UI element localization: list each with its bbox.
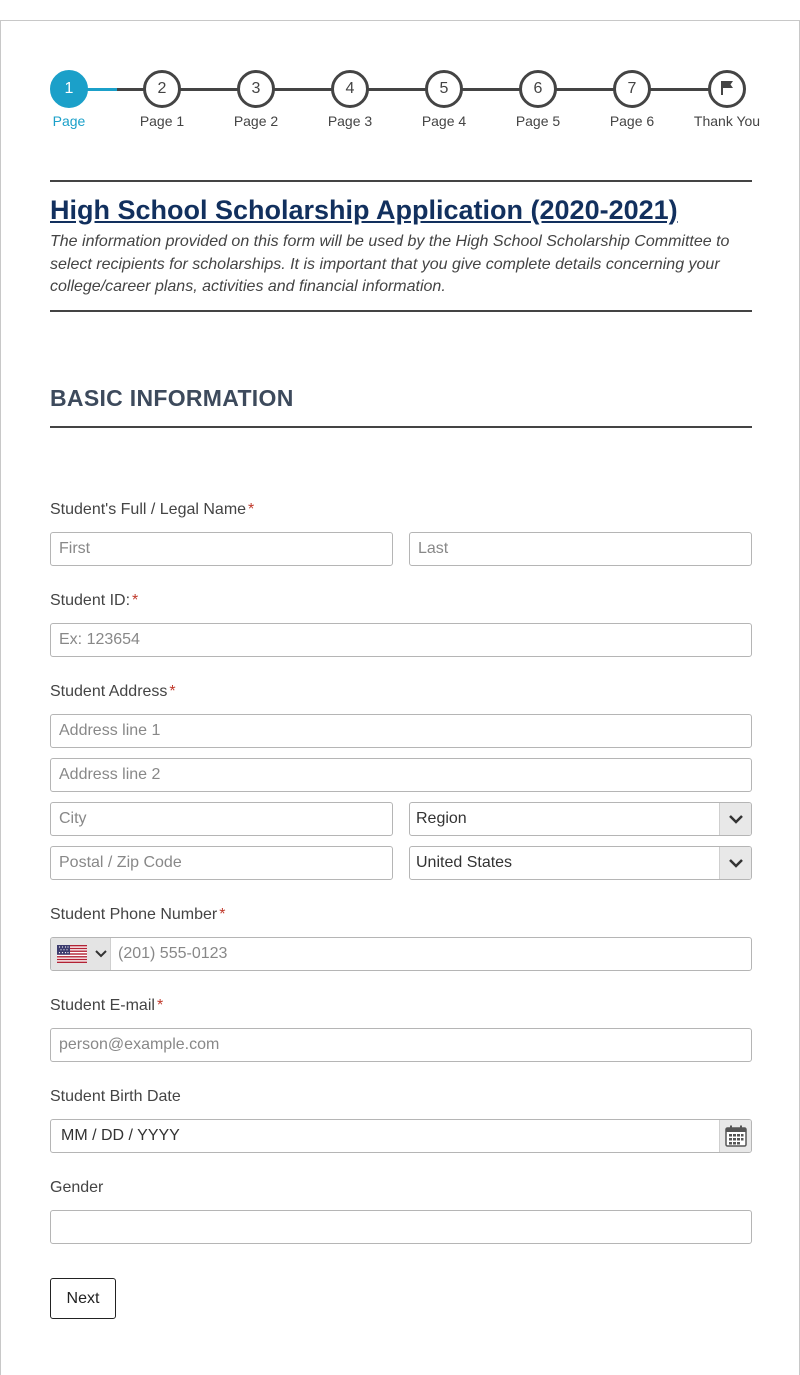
step-circle: 6 (519, 70, 557, 108)
required-marker: * (156, 997, 164, 1014)
step-label: Page 5 (515, 113, 561, 129)
required-marker: * (248, 501, 255, 518)
progress-steps (50, 70, 761, 130)
step-label: Page 2 (233, 113, 279, 129)
address-label: Student Address * (50, 683, 176, 700)
step-circle (708, 70, 746, 108)
step-3[interactable] (216, 70, 296, 129)
step-1[interactable] (29, 70, 109, 129)
address-line1-input[interactable]: Address line 1 (50, 714, 752, 748)
step-7[interactable] (592, 70, 672, 129)
birth-date-input[interactable]: MM / DD / YYYY (50, 1119, 752, 1153)
student-id-input[interactable]: Ex: 123654 (50, 623, 752, 657)
city-input[interactable]: City (50, 802, 393, 836)
country-code-select[interactable] (51, 938, 111, 970)
phone-label: Student Phone Number * (50, 906, 226, 923)
address-line2-input[interactable]: Address line 2 (50, 758, 752, 792)
form-frame (0, 20, 800, 1375)
chevron-down-icon (719, 847, 751, 879)
step-label: Page (52, 113, 86, 129)
chevron-down-icon (95, 949, 107, 959)
country-select[interactable]: United States (409, 846, 752, 880)
step-circle: 7 (613, 70, 651, 108)
required-marker: * (219, 906, 226, 923)
phone-input[interactable]: (201) 555-0123 (50, 937, 752, 971)
student-id-label: Student ID: * (50, 592, 139, 609)
step-label: Page 1 (139, 113, 185, 129)
step-circle: 3 (237, 70, 275, 108)
chevron-down-icon (719, 803, 751, 835)
header-top-rule (50, 180, 752, 182)
flag-icon (720, 80, 734, 96)
form-title: High School Scholarship Application (2020-2021) (50, 195, 678, 225)
section-rule (50, 426, 752, 428)
required-marker: * (132, 592, 139, 609)
step-circle: 5 (425, 70, 463, 108)
step-label: Page 4 (421, 113, 467, 129)
postal-code-input[interactable]: Postal / Zip Code (50, 846, 393, 880)
birth-date-label: Student Birth Date (50, 1088, 181, 1105)
region-select[interactable]: Region (409, 802, 752, 836)
step-circle: 2 (143, 70, 181, 108)
email-input[interactable]: person@example.com (50, 1028, 752, 1062)
header-bottom-rule (50, 310, 752, 312)
email-label: Student E-mail * (50, 997, 164, 1014)
calendar-icon[interactable] (719, 1120, 751, 1152)
step-2[interactable] (122, 70, 202, 129)
section-title: BASIC INFORMATION (50, 385, 294, 411)
step-circle: 1 (50, 70, 88, 108)
step-label: Thank You (693, 113, 761, 129)
step-6[interactable] (498, 70, 578, 129)
us-flag-icon (57, 945, 87, 963)
step-label: Page 3 (327, 113, 373, 129)
step-5[interactable] (404, 70, 484, 129)
gender-label: Gender (50, 1179, 104, 1196)
form-description: The information provided on this form will be used by the High School Scholarship Committee to select recipients for scholarships. It is important that you give complete details concerning your college/career plans, activities and financial information. (50, 233, 730, 295)
first-name-input[interactable]: First (50, 532, 393, 566)
required-marker: * (169, 683, 176, 700)
step-circle: 4 (331, 70, 369, 108)
step-4[interactable] (310, 70, 390, 129)
next-button[interactable]: Next (50, 1278, 116, 1319)
step-label: Page 6 (609, 113, 655, 129)
last-name-input[interactable]: Last (409, 532, 752, 566)
gender-input[interactable] (50, 1210, 752, 1244)
name-label: Student's Full / Legal Name * (50, 501, 255, 518)
step-thank-you[interactable] (687, 70, 767, 129)
